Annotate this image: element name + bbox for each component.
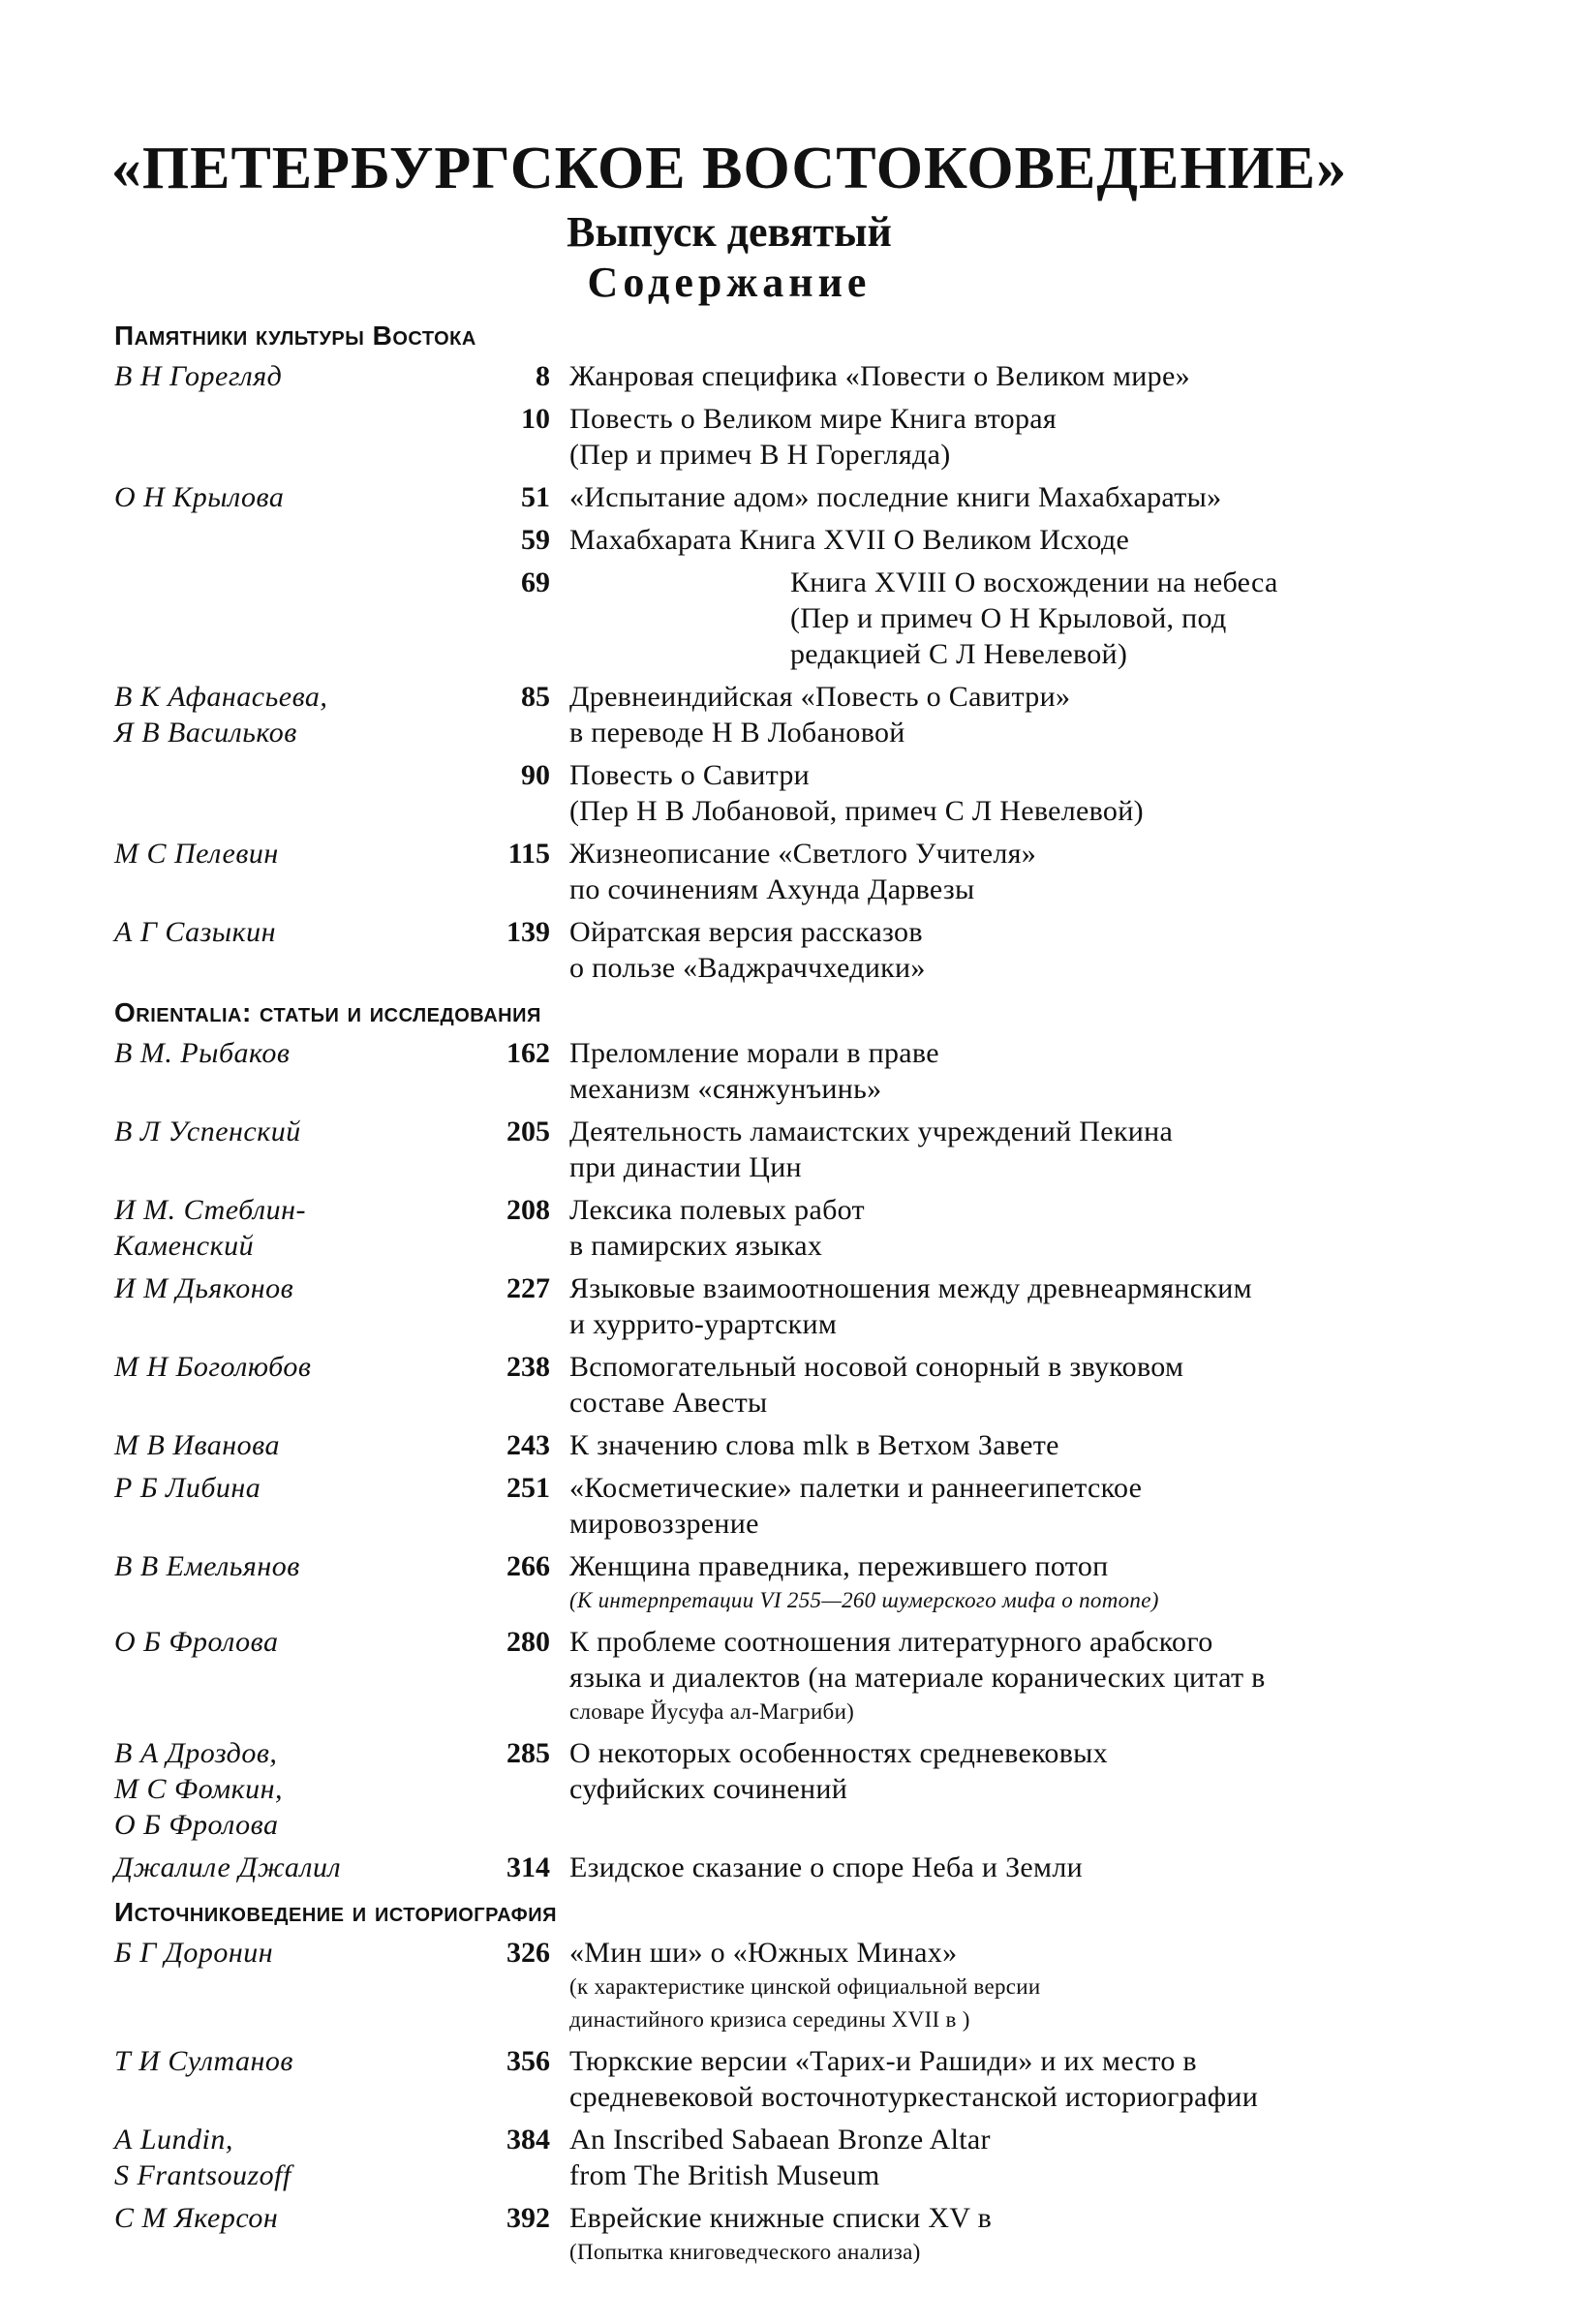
toc-item [475, 914, 1470, 986]
toc-item [475, 2200, 1470, 2269]
author-name: В А Дроздов, [114, 1737, 278, 1769]
toc-item [475, 1624, 1470, 1728]
toc-entry [114, 1270, 1470, 1342]
title-line: Жизнеописание «Светлого Учителя» [569, 838, 1037, 870]
entry-items [475, 1035, 1470, 1107]
entry-authors [114, 358, 475, 394]
title-line: в памирских языках [569, 1230, 823, 1262]
toc-entry [114, 1935, 1470, 2036]
entry-authors [114, 2200, 475, 2236]
title-line: по сочинениям Ахунда Дарвезы [569, 873, 975, 905]
title-line: Тюркские версии «Тарих-и Рашиди» и их место в [569, 2045, 1197, 2077]
entry-items [475, 1192, 1470, 1264]
title-line: в переводе Н В Лобановой [569, 717, 905, 749]
author-name: С М Якерсон [114, 2202, 279, 2234]
entry-authors [114, 1850, 475, 1885]
entry-authors [114, 2122, 475, 2193]
title-line: Повесть о Великом мире Книга вторая [569, 403, 1057, 435]
toc-entry [114, 914, 1470, 986]
title-line: О некоторых особенностях средневековых [569, 1737, 1108, 1769]
author-name: В Н Горегляд [114, 360, 283, 392]
title-line: (Пер и примеч О Н Крыловой, под [790, 602, 1227, 634]
entry-authors [114, 1470, 475, 1506]
page-number: 238 [506, 1351, 550, 1383]
toc-item [475, 679, 1470, 750]
toc-entry [114, 479, 1470, 672]
item-title [562, 401, 1470, 473]
title-line: (Пер и примеч В Н Горегляда) [569, 439, 951, 471]
page-number: 69 [521, 566, 550, 598]
author-name: О Б Фролова [114, 1809, 279, 1841]
title-line: (К интерпретации VI 255—260 шумерского мифа о потопе) [569, 1588, 1159, 1612]
item-title [562, 522, 1470, 558]
item-title [562, 1192, 1470, 1264]
entry-authors [114, 479, 475, 515]
toc-entry [114, 1349, 1470, 1421]
item-title [562, 1470, 1470, 1542]
entry-items [475, 358, 1470, 473]
title-line: «Косметические» палетки и раннеегипетское [569, 1472, 1143, 1504]
title-line: Махабхарата Книга XVII О Великом Исходе [569, 524, 1130, 556]
toc-entry [114, 1035, 1470, 1107]
item-title [562, 1735, 1470, 1807]
section-heading: Источниковедение и историография [114, 1897, 557, 1927]
item-title [562, 1624, 1470, 1728]
page-number: 208 [506, 1194, 550, 1226]
item-title [562, 2200, 1470, 2269]
toc-entry [114, 1114, 1470, 1185]
toc-entry [114, 1192, 1470, 1264]
entry-items [475, 2200, 1470, 2269]
author-name: В Л Успенский [114, 1116, 301, 1147]
title-line: Вспомогательный носовой сонорный в звуковом [569, 1351, 1184, 1383]
author-name: В М. Рыбаков [114, 1037, 291, 1069]
title-line: from The British Museum [569, 2159, 880, 2191]
toc-item [475, 479, 1470, 515]
title-line: и хуррито-урартским [569, 1308, 838, 1340]
page-number: 85 [521, 681, 550, 713]
entry-authors [114, 1192, 475, 1264]
entry-authors [114, 1270, 475, 1306]
toc-entry [114, 2200, 1470, 2269]
title-line: Еврейские книжные списки XV в [569, 2202, 993, 2234]
item-title [562, 2122, 1470, 2193]
title-line: (Пер Н В Лобановой, примеч С Л Невелевой) [569, 795, 1144, 827]
author-name: М С Пелевин [114, 838, 279, 870]
title-line: К проблеме соотношения литературного арабского [569, 1626, 1213, 1658]
page-number: 266 [506, 1550, 550, 1582]
title-line: Преломление морали в праве [569, 1037, 939, 1069]
toc-entry [114, 1735, 1470, 1843]
page-number: 51 [521, 481, 550, 513]
page-number: 227 [506, 1272, 550, 1304]
toc-entry [114, 1624, 1470, 1728]
table-of-contents [114, 314, 1470, 2276]
page-number: 280 [506, 1626, 550, 1658]
author-name: А Lundin, [114, 2124, 233, 2156]
page-number: 139 [506, 916, 550, 948]
title-line: Языковые взаимоотношения между древнеармянским [569, 1272, 1252, 1304]
title-line: механизм «сянжунъинь» [569, 1073, 882, 1105]
title-line: (Попытка книговедческого анализа) [569, 2240, 921, 2264]
item-title [562, 914, 1470, 986]
title-line: о пользе «Ваджраччхедики» [569, 952, 926, 984]
author-name: В В Емельянов [114, 1550, 300, 1582]
author-name: Р Б Либина [114, 1472, 261, 1504]
toc-item [475, 2043, 1470, 2115]
title-line: языка и диалектов (на материале коранических цитат в [569, 1662, 1266, 1694]
author-name: А Г Сазыкин [114, 916, 277, 948]
page-number: 285 [506, 1737, 550, 1769]
toc-item [475, 1114, 1470, 1185]
page-number: 59 [521, 524, 550, 556]
author-name: В К Афанасьева, [114, 681, 328, 713]
entry-items [475, 836, 1470, 907]
title-line: Лексика полевых работ [569, 1194, 865, 1226]
title-line: «Мин ши» о «Южных Минах» [569, 1937, 958, 1969]
item-title [562, 836, 1470, 907]
author-name: S Frantsouzoff [114, 2159, 291, 2191]
toc-item [475, 1270, 1470, 1342]
toc-item [475, 1035, 1470, 1107]
toc-item [475, 522, 1470, 558]
title-line: суфийских сочинений [569, 1773, 848, 1805]
entry-authors [114, 1935, 475, 1971]
section-heading: Памятники культуры Востока [114, 321, 476, 351]
item-title [562, 2043, 1470, 2115]
toc-item [475, 1735, 1470, 1807]
entry-items [475, 1349, 1470, 1421]
entry-items [475, 914, 1470, 986]
entry-authors [114, 1735, 475, 1843]
toc-entry [114, 1427, 1470, 1463]
page-number: 162 [506, 1037, 550, 1069]
section-heading: Orientalia: статьи и исследования [114, 997, 541, 1027]
entry-items [475, 1114, 1470, 1185]
toc-item [475, 836, 1470, 907]
toc-item [475, 757, 1470, 829]
entry-items [475, 1548, 1470, 1617]
toc-item [475, 1850, 1470, 1885]
page-number: 10 [521, 403, 550, 435]
page-number: 115 [507, 838, 550, 870]
journal-title: «ПЕТЕРБУРГСКОЕ ВОСТОКОВЕДЕНИЕ» [110, 136, 1348, 201]
page-number: 384 [506, 2124, 550, 2156]
title-line: Древнеиндийская «Повесть о Савитри» [569, 681, 1071, 713]
item-title [562, 479, 1470, 515]
title-line: Езидское сказание о споре Неба и Земли [569, 1851, 1083, 1883]
author-name: И М. Стеблин- [114, 1194, 306, 1226]
page-number: 251 [506, 1472, 550, 1504]
entry-items [475, 1427, 1470, 1463]
item-title [562, 1114, 1470, 1185]
toc-item [475, 1935, 1470, 2036]
page-number: 205 [506, 1116, 550, 1147]
title-line: династийного кризиса середины XVII в ) [569, 2007, 970, 2032]
author-name: И М Дьяконов [114, 1272, 294, 1304]
title-line: К значению слова mlk в Ветхом Завете [569, 1429, 1059, 1461]
page-number: 392 [506, 2202, 550, 2234]
author-name: Т И Султанов [114, 2045, 293, 2077]
toc-entry [114, 1850, 1470, 1885]
entry-items [475, 1270, 1470, 1342]
item-title [562, 1427, 1470, 1463]
title-line: Ойратская версия рассказов [569, 916, 923, 948]
entry-items [475, 2043, 1470, 2115]
item-title [562, 1850, 1470, 1885]
toc-item [475, 401, 1470, 473]
toc-entry [114, 1470, 1470, 1542]
entry-items [475, 679, 1470, 829]
toc-entry [114, 2043, 1470, 2115]
item-title [562, 358, 1470, 394]
issue-title: Выпуск девятый [567, 208, 892, 256]
title-line: (к характеристике цинской официальной версии [569, 1974, 1041, 1999]
title-line: Книга XVIII О восхождении на небеса [790, 566, 1278, 598]
toc-item [475, 358, 1470, 394]
title-line: при династии Цин [569, 1151, 802, 1183]
entry-items [475, 479, 1470, 672]
title-line: «Испытание адом» последние книги Махабхараты» [569, 481, 1222, 513]
toc-entry [114, 358, 1470, 473]
toc-entry [114, 2122, 1470, 2193]
toc-entry [114, 1548, 1470, 1617]
entry-authors [114, 836, 475, 872]
title-line: мировоззрение [569, 1508, 759, 1540]
entry-items [475, 1935, 1470, 2036]
item-title [562, 1935, 1470, 2036]
contents-heading: Содержание [587, 259, 872, 306]
item-title [562, 1035, 1470, 1107]
title-line: An Inscribed Sabaean Bronze Altar [569, 2124, 991, 2156]
entry-items [475, 1850, 1470, 1885]
page-number: 90 [521, 759, 550, 791]
author-name: Я В Васильков [114, 717, 297, 749]
toc-item [475, 1427, 1470, 1463]
page-number: 326 [506, 1937, 550, 1969]
author-name: М Н Боголюбов [114, 1351, 312, 1383]
entry-authors [114, 1035, 475, 1071]
title-line: Женщина праведника, пережившего потоп [569, 1550, 1109, 1582]
entry-authors [114, 1548, 475, 1584]
toc-item [475, 1349, 1470, 1421]
toc-entry [114, 679, 1470, 829]
toc-item [475, 1192, 1470, 1264]
page-number: 8 [536, 360, 550, 392]
page-number: 314 [506, 1851, 550, 1883]
entry-authors [114, 1427, 475, 1463]
toc-entry [114, 836, 1470, 907]
toc-item [475, 1470, 1470, 1542]
entry-authors [114, 914, 475, 950]
item-title [562, 1548, 1470, 1617]
entry-items [475, 1735, 1470, 1807]
page-number: 243 [506, 1429, 550, 1461]
entry-items [475, 1624, 1470, 1728]
page-number: 356 [506, 2045, 550, 2077]
title-line: Жанровая специфика «Повести о Великом мире» [569, 360, 1190, 392]
author-name: М С Фомкин, [114, 1773, 284, 1805]
author-name: Каменский [114, 1230, 255, 1262]
title-line: редакцией С Л Невелевой) [790, 638, 1128, 670]
item-title [562, 679, 1470, 750]
item-title [562, 1349, 1470, 1421]
toc-item [475, 1548, 1470, 1617]
entry-authors [114, 1349, 475, 1385]
title-line: Повесть о Савитри [569, 759, 811, 791]
author-name: Джалиле Джалил [114, 1851, 342, 1883]
title-line: Деятельность ламаистских учреждений Пекина [569, 1116, 1174, 1147]
entry-authors [114, 2043, 475, 2079]
entry-items [475, 1470, 1470, 1542]
author-name: Б Г Доронин [114, 1937, 274, 1969]
entry-authors [114, 1114, 475, 1149]
title-line: средневековой восточнотуркестанской историографии [569, 2081, 1259, 2113]
item-title [562, 757, 1470, 829]
title-line: составе Авесты [569, 1387, 768, 1419]
toc-item [475, 2122, 1470, 2193]
entry-authors [114, 1624, 475, 1660]
title-line: словаре Йусуфа ал-Магриби) [569, 1699, 855, 1724]
author-name: О Б Фролова [114, 1626, 279, 1658]
item-title [562, 565, 1470, 672]
author-name: М В Иванова [114, 1429, 280, 1461]
author-name: О Н Крылова [114, 481, 285, 513]
entry-authors [114, 679, 475, 750]
item-title [562, 1270, 1470, 1342]
entry-items [475, 2122, 1470, 2193]
toc-item [475, 565, 1470, 672]
